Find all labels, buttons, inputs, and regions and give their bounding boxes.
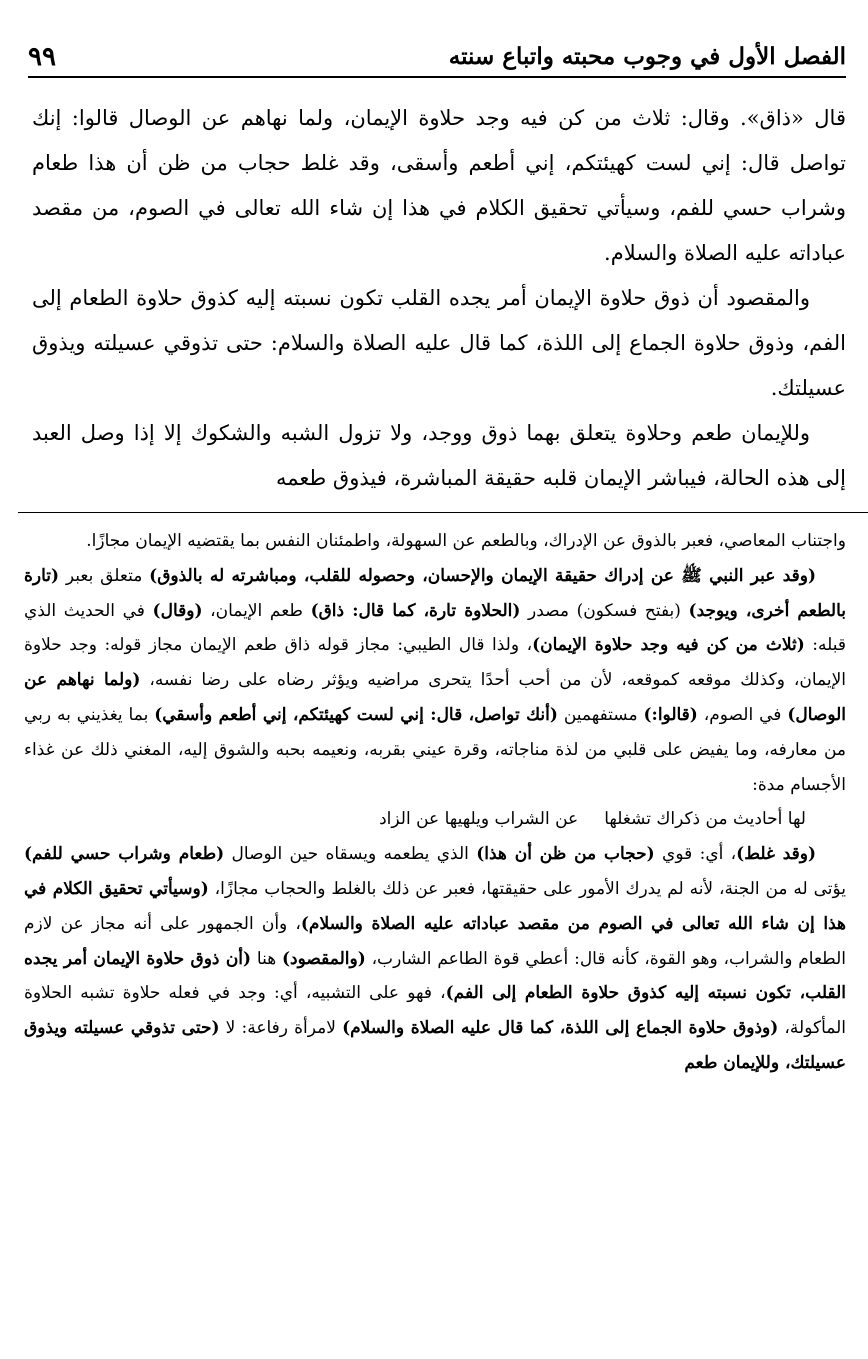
page-number: ٩٩ (28, 42, 56, 72)
commentary-text: ، أي: قوي (654, 844, 737, 865)
commentary-text: يؤتى له من الجنة، لأنه لم يدرك الأمور على حقيقتها، فعبر عن ذلك بالغلط والحجاب مجازًا، (208, 878, 846, 899)
commentary (24, 524, 846, 1081)
quoted-text: (حتى تذوقي عسيلته ويذوق عسيلتك، وللإيمان طعم (24, 1018, 846, 1073)
commentary-text: الذي يطعمه ويسقاه حين الوصال (224, 844, 477, 865)
commentary-text: في الصوم، (697, 704, 788, 725)
quoted-text: (وسيأتي تحقيق الكلام في هذا إن شاء الله تعالى في الصوم من مقصد عباداته عليه الصلاة والسلام) (24, 878, 846, 934)
quoted-text: (أنك تواصل، قال: إني لست كهيئتكم، إني أطعم وأسقي) (154, 704, 558, 725)
commentary-text: هنا (251, 948, 283, 969)
quoted-text: (والمقصود) (282, 948, 366, 969)
quoted-text: (وقال) (152, 600, 203, 621)
commentary-text: متعلق بعبر (59, 565, 150, 586)
quoted-text: (طعام وشراب حسي للفم) (24, 844, 225, 865)
commentary-text: (بفتح فسكون) مصدر (520, 600, 689, 621)
commentary-text: طعم الإيمان، (202, 600, 311, 621)
quoted-text: (وذوق حلاوة الجماع إلى اللذة، كما قال عليه الصلاة والسلام) (342, 1018, 779, 1039)
main-paragraph: وللإيمان طعم وحلاوة يتعلق بهما ذوق ووجد، ولا تزول الشبه والشكوك إلا إذا وصل العبد إلى هذه الحالة، فيباشر الإيمان قلبه حقيقة المباشرة، فيذوق طعمه (32, 421, 846, 490)
commentary-text: في الحديث الذي قبله: (24, 600, 846, 656)
page-header (28, 34, 846, 78)
commentary-text: بما يغذيني به ربي من معارفه، وما يفيض على قلبي من لذة مناجاته، وقرة عيني بقربه، ونعيمه بحبه والشوق إليه، المغني ذلك عن غذاء الأجسام مدة: (24, 704, 846, 795)
commentary-paragraph (24, 837, 846, 1081)
main-paragraph: قال «ذاق». وقال: ثلاث من كن فيه وجد حلاوة الإيمان، ولما نهاهم عن الوصال قالوا: إنك تواصل قال: إني لست كهيئتكم، إني أطعم وأسقى، وقد غلط حجاب من ظن أن هذا طعام وشراب حسي للفم، وسيأتي تحقيق الكلام في هذا إن شاء الله تعالى في الصوم، من مقصد عباداته عليه الصلاة والسلام. (32, 106, 846, 265)
quoted-text: (ثلاث من كن فيه وجد حلاوة الإيمان) (532, 635, 805, 656)
poetry-verse (24, 802, 846, 837)
quoted-text: (أن ذوق حلاوة الإيمان أمر يجده القلب، تكون نسبته إليه كذوق حلاوة الطعام إلى الفم) (24, 948, 846, 1004)
commentary-text: ، ولذا قال الطيبي: مجاز قوله ذاق طعم الإيمان مجاز قوله: وجد حلاوة الإيمان، وكذلك موقعه كموقعه، لأن من أحب أحدًا يتحرى مراضيه ويؤثر رضاه على رضا نفسه، (24, 635, 847, 691)
commentary-text: مستفهمين (557, 704, 644, 725)
quoted-text: (تارة بالطعم أخرى، ويوجد) (24, 565, 846, 621)
quoted-text: (حجاب من ظن أن هذا) (476, 844, 655, 865)
verse-hemistich: عن الشراب ويلهيها عن الزاد (379, 809, 579, 830)
footnote-divider (18, 512, 868, 513)
commentary-paragraph: واجتناب المعاصي، فعبر بالذوق عن الإدراك، وبالطعم عن السهولة، واطمئنان النفس بما يقتضيه الإيمان مجازًا. (86, 531, 846, 551)
commentary-paragraph (24, 559, 846, 803)
commentary-text: ، وأن الجمهور على أنه مجاز عن لازم الطعام والشراب، وهو القوة، كأنه قال: أعطي قوة الطاعم الشارب، (24, 913, 846, 969)
quoted-text: (وقد غلط) (736, 844, 817, 865)
quoted-text: (وقد عبر النبي ﷺ عن إدراك حقيقة الإيمان والإحسان، وحصوله للقلب، ومباشرته له بالذوق) (149, 565, 816, 586)
quoted-text: (ولما نهاهم عن الوصال) (24, 670, 847, 725)
quoted-text: (الحلاوة تارة، كما قال: ذاق) (310, 600, 521, 621)
commentary-text: ، فهو على التشبيه، أي: وجد في فعله حلاوة تشبه الحلاوة المأكولة، (24, 983, 846, 1039)
main-text (32, 96, 846, 501)
main-paragraph: والمقصود أن ذوق حلاوة الإيمان أمر يجده القلب تكون نسبته إليه كذوق حلاوة الطعام إلى الفم، وذوق حلاوة الجماع إلى اللذة، كما قال عليه الصلاة والسلام: حتى تذوقي عسيلته ويذوق عسيلتك. (32, 286, 846, 400)
chapter-title: الفصل الأول في وجوب محبته واتباع سنته (448, 43, 846, 70)
commentary-text: لامرأة رفاعة: لا (219, 1018, 343, 1039)
verse-hemistich: لها أحاديث من ذكراك تشغلها (604, 809, 806, 830)
quoted-text: (قالوا:) (643, 704, 698, 725)
